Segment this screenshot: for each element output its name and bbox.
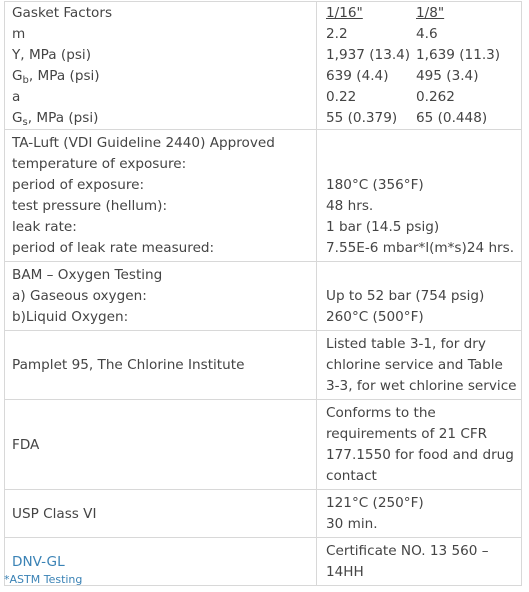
col-1-8-header: 1/8" (416, 5, 445, 21)
gb-values: 639 (4.4) 495 (3.4) (326, 68, 479, 84)
usp-value: 121°C (250°F) 30 min. (317, 490, 522, 538)
gasket-factors-values (317, 2, 522, 130)
fda-value: Conforms to the requirements of 21 CFR 177.1550 for food and drug contact (317, 400, 522, 490)
col-1-16-header: 1/16" (326, 5, 363, 21)
bam-heading: BAM – Oxygen Testing (12, 267, 163, 283)
test-pressure-value: 48 hrs. (326, 198, 374, 214)
gasket-factors-labels (5, 2, 317, 130)
y-values: 1,937 (13.4) 1,639 (11.3) (326, 47, 501, 63)
fda-label: FDA (5, 400, 317, 490)
bam-labels (5, 262, 317, 331)
fda-row (5, 400, 522, 490)
ta-luft-row (5, 130, 522, 262)
spec-table (4, 1, 522, 586)
test-pressure-label: test pressure (hellum): (12, 198, 168, 214)
bam-row (5, 262, 522, 331)
dnv-value: Certificate NO. 13 560 – 14HH (317, 538, 522, 586)
astm-testing-link[interactable]: *ASTM Testing (4, 573, 83, 586)
pamplet-label: Pamplet 95, The Chlorine Institute (5, 331, 317, 400)
ta-luft-values (317, 130, 522, 262)
period-leak-value: 7.55E-6 mbar*l(m*s)24 hrs. (326, 240, 515, 256)
liquid-oxygen-value: 260°C (500°F) (326, 309, 424, 325)
m-values: 2.2 4.6 (326, 26, 438, 42)
gasket-header-row (326, 3, 517, 24)
usp-row (5, 490, 522, 538)
a-values: 0.22 0.262 (326, 89, 455, 105)
period-exposure-label: period of exposure: (12, 177, 145, 193)
leak-rate-label: leak rate: (12, 219, 77, 235)
m-label: m (12, 26, 26, 42)
gaseous-oxygen-value: Up to 52 bar (754 psig) (326, 288, 485, 304)
gs-label: $G_s$, MPa (psi) (12, 110, 99, 128)
gasket-factors-row (5, 2, 522, 130)
gs-values: 55 (0.379) 65 (0.448) (326, 110, 488, 126)
a-label: a (12, 89, 21, 105)
gasket-factors-heading: Gasket Factors (12, 5, 113, 21)
dnv-gl-link[interactable]: DNV-GL (5, 538, 317, 586)
temperature-label: temperature of exposure: (12, 156, 187, 172)
ta-luft-heading: TA-Luft (VDI Guideline 2440) Approved (12, 135, 275, 151)
y-label: Y, MPa (psi) (12, 47, 92, 63)
period-exposure-value: 180°C (356°F) (326, 177, 424, 193)
pamplet-value: Listed table 3-1, for dry chlorine service and Table 3-3, for wet chlorine service (317, 331, 522, 400)
liquid-oxygen-label: b)Liquid Oxygen: (12, 309, 129, 325)
usp-label: USP Class VI (5, 490, 317, 538)
gaseous-oxygen-label: a) Gaseous oxygen: (12, 288, 147, 304)
pamplet-row (5, 331, 522, 400)
ta-luft-labels (5, 130, 317, 262)
leak-rate-value: 1 bar (14.5 psig) (326, 219, 440, 235)
period-leak-label: period of leak rate measured: (12, 240, 215, 256)
bam-values (317, 262, 522, 331)
gb-label: $G_b$, MPa (psi) (12, 68, 100, 86)
